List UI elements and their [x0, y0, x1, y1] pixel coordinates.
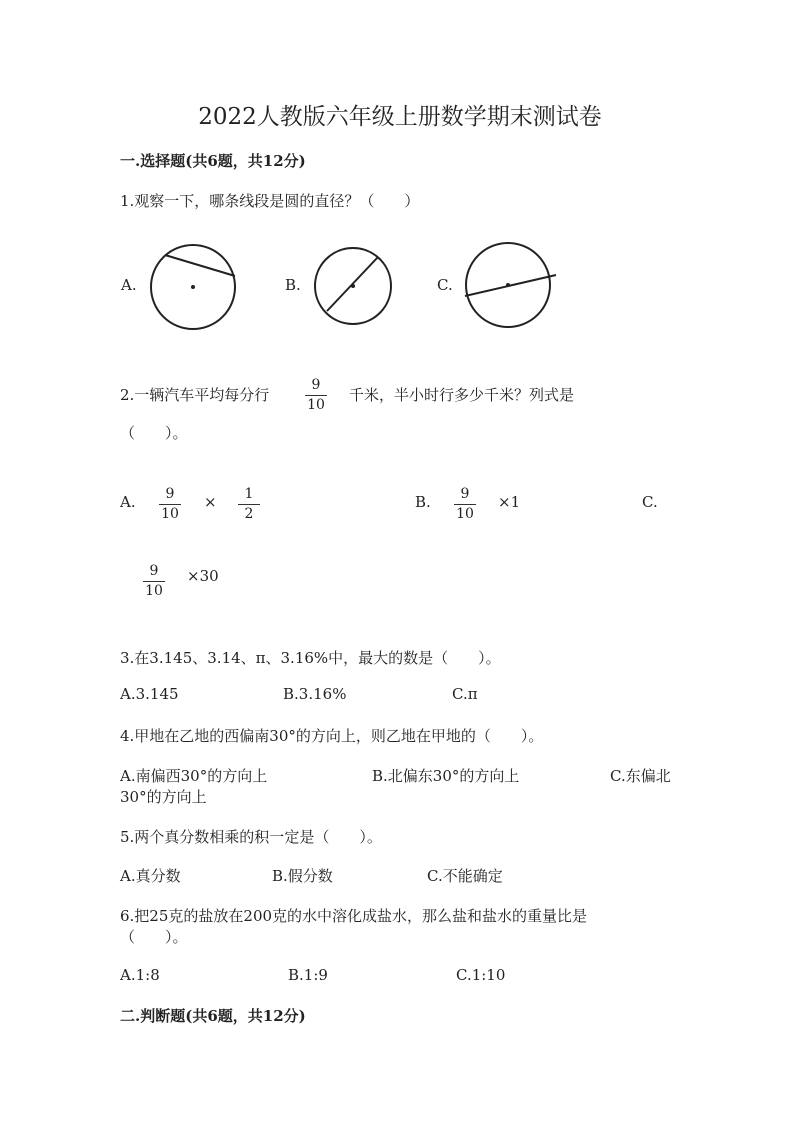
fraction-denominator: 2 — [244, 506, 254, 522]
fraction-denominator: 10 — [307, 397, 325, 413]
fraction-numerator: 9 — [460, 486, 470, 502]
q2-option-b-rest: ×1 — [498, 493, 521, 511]
fraction-denominator: 10 — [456, 506, 474, 522]
q3-option-a: A.3.145 — [120, 685, 179, 703]
circle-c-line — [465, 275, 556, 296]
section-2-heading: 二.判断题(共6题，共12分) — [120, 1007, 306, 1025]
circle-c-center — [506, 283, 510, 287]
question-3-text: 3.在3.145、3.14、π、3.16%中，最大的数是（ ）。 — [120, 649, 501, 667]
q1-option-a-label: A. — [121, 276, 137, 294]
q4-option-c-continued: 30°的方向上 — [120, 788, 207, 806]
q4-option-b: B.北偏东30°的方向上 — [372, 767, 520, 785]
question-1-text: 1.观察一下，哪条线段是圆的直径？（ ） — [120, 192, 420, 210]
page-title: 2022人教版六年级上册数学期末测试卷 — [198, 104, 602, 130]
fraction-denominator: 10 — [161, 506, 179, 522]
q2-option-a-fraction-2 — [236, 486, 262, 523]
circle-a-center — [191, 285, 195, 289]
q2-option-a-fraction-1 — [157, 486, 183, 523]
fraction-numerator: 9 — [149, 563, 159, 579]
q2-option-c-fraction — [141, 563, 167, 600]
q3-option-b: B.3.16% — [283, 685, 347, 703]
question-2-text-line2: （ ）。 — [120, 424, 188, 442]
circle-b-figure — [315, 245, 405, 335]
question-6-text-line2: （ ）。 — [120, 928, 188, 946]
fraction-bar — [238, 504, 260, 505]
circle-c-figure — [465, 243, 555, 333]
q6-option-a: A.1:8 — [120, 966, 160, 984]
q3-option-c: C.π — [452, 685, 478, 703]
q5-option-b: B.假分数 — [272, 867, 333, 885]
question-2-text-start: 2.一辆汽车平均每分行 — [120, 386, 270, 404]
section-1-heading: 一.选择题(共6题，共12分) — [120, 152, 306, 170]
q5-option-a: A.真分数 — [120, 867, 181, 885]
fraction-bar — [159, 504, 181, 505]
q1-option-c-label: C. — [437, 276, 453, 294]
q2-option-a-label: A. — [120, 493, 136, 511]
fraction-numerator: 9 — [311, 377, 321, 393]
q5-option-c: C.不能确定 — [427, 867, 503, 885]
question-6-text: 6.把25克的盐放在200克的水中溶化成盐水，那么盐和盐水的重量比是 — [120, 907, 588, 925]
fraction-bar — [454, 504, 476, 505]
q2-option-b-label: B. — [415, 493, 431, 511]
q4-option-a: A.南偏西30°的方向上 — [120, 767, 268, 785]
fraction-numerator: 1 — [244, 486, 254, 502]
q1-option-b-label: B. — [285, 276, 301, 294]
question-2-text-end: 千米，半小时行多少千米？列式是 — [349, 386, 575, 404]
question-4-text: 4.甲地在乙地的西偏南30°的方向上，则乙地在甲地的（ ）。 — [120, 727, 544, 745]
circle-b-diameter — [327, 257, 378, 311]
fraction-denominator: 10 — [145, 583, 163, 599]
fraction-bar — [305, 395, 327, 396]
q2-fraction — [303, 377, 329, 414]
circle-a-figure — [150, 245, 240, 335]
q2-option-c-rest: ×30 — [187, 567, 219, 585]
q2-option-c-label: C. — [642, 493, 658, 511]
question-5-text: 5.两个真分数相乘的积一定是（ ）。 — [120, 828, 382, 846]
q4-option-c: C.东偏北 — [610, 767, 671, 785]
q6-option-c: C.1:10 — [456, 966, 506, 984]
circle-b-center — [351, 284, 355, 288]
q2-option-a-operator: × — [204, 493, 217, 511]
q2-option-b-fraction — [452, 486, 478, 523]
q6-option-b: B.1:9 — [288, 966, 328, 984]
fraction-bar — [143, 581, 165, 582]
fraction-numerator: 9 — [165, 486, 175, 502]
